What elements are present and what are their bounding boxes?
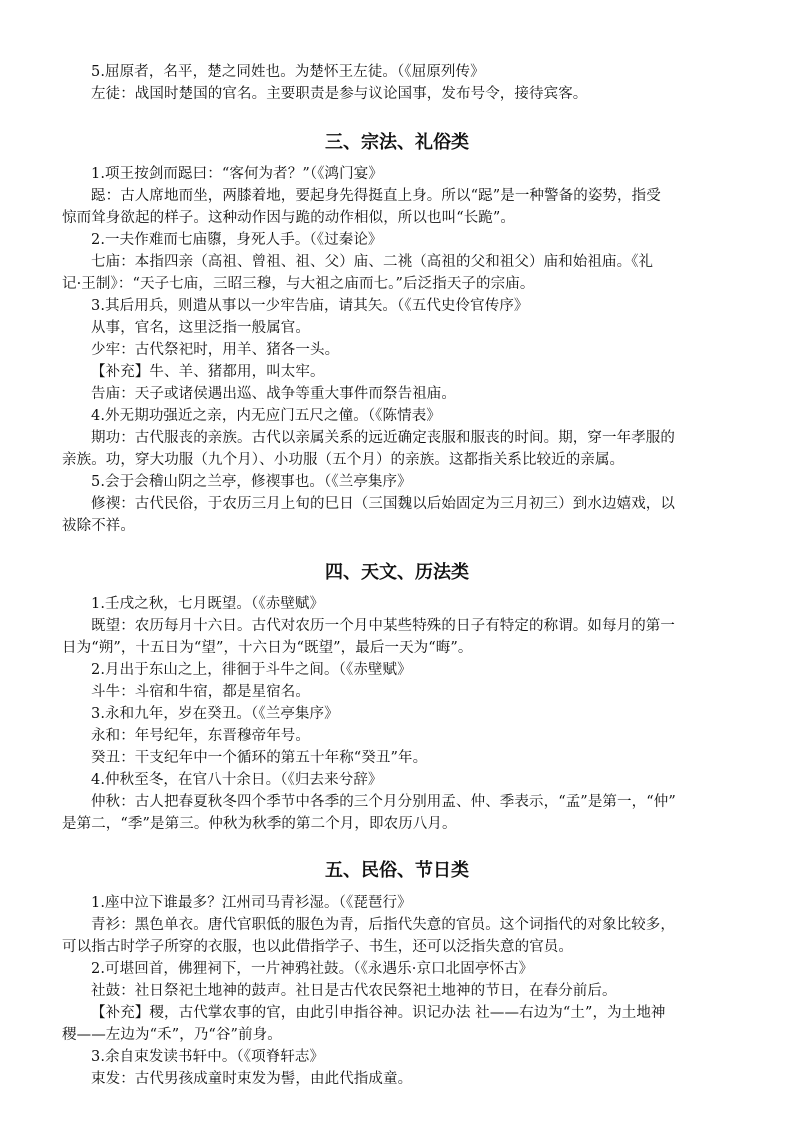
example-sentence: 2.可堪回首，佛狸祠下，一片神鸦社鼓。（《永遇乐·京口北固亭怀古》 [91,961,534,977]
annotation-line: 斗牛：斗宿和牛宿，都是星宿名。 [91,684,310,700]
example-sentence: 5.会于会稽山阴之兰亭，修禊事也。（《兰亭集序》 [91,474,412,490]
example-sentence: 4.外无期功强近之亲，内无应门五尺之僮。（《陈情表》 [91,408,441,424]
annotation-line: 少牢：古代祭祀时，用羊、猪各一头。 [91,342,340,358]
annotation-line: 青衫：黑色单衣。唐代官职低的服色为青，后指代失意的官员。这个词指代的对象比较多， [91,917,675,933]
annotation-line: 癸丑：干支纪年中一个循环的第五十年称“癸丑”年。 [91,750,428,766]
annotation-line: 可以指古时学子所穿的衣服，也以此借指学子、书生，还可以泛指失意的官员。 [62,939,573,955]
annotation-line: 惊而耸身欲起的样子。这种动作因与跪的动作相似，所以也叫“长跪”。 [62,210,516,226]
example-sentence: 1.壬戌之秋，七月既望。（《赤壁赋》 [91,596,325,612]
example-sentence: 4.仲秋至冬，在官八十余日。（《归去来兮辞》 [91,772,383,788]
supplement-line: 稷——左边为“禾”，乃“谷”前身。 [62,1027,282,1043]
annotation-line: 期功：古代服丧的亲族。古代以亲属关系的远近确定丧服和服丧的时间。期，穿一年孝服的 [91,430,675,446]
supplement-line: 【补充】稷，古代掌农事的官，由此引申指谷神。识记办法 社——右边为“土”，为土地神 [91,1005,666,1021]
example-sentence: 5.屈原者，名平，楚之同姓也。为楚怀王左徒。（《屈原列传》 [91,64,485,80]
supplement-line: 【补充】牛、羊、猪都用，叫太牢。 [91,364,325,380]
example-sentence: 1.座中泣下谁最多？江州司马青衫湿。（《琵琶行》 [91,895,412,911]
example-sentence: 3.其后用兵，则遣从事以一少牢告庙，请其矢。（《五代史伶官传序》 [91,298,529,314]
annotation-line: 从事，官名，这里泛指一般属官。 [91,320,310,336]
annotation-line: 七庙：本指四亲（高祖、曾祖、祖、父）庙、二祧（高祖的父和祖父）庙和始祖庙。《礼 [91,254,654,270]
annotation-line: 日为“朔”，十五日为“望”，十六日为“既望”，最后一天为“晦”。 [62,640,473,656]
example-sentence: 3.余自束发读书轩中。（《项脊轩志》 [91,1049,325,1065]
annotation-line: 束发：古代男孩成童时束发为髻，由此代指成童。 [91,1071,413,1087]
annotation-line: 是第二，“季”是第三。仲秋为秋季的第二个月，即农历八月。 [62,816,457,832]
section-heading: 四、天文、历法类 [325,562,469,583]
annotation-line: 永和：年号纪年，东晋穆帝年号。 [91,728,310,744]
annotation-line: 告庙：天子或诸侯遇出巡、战争等重大事件而祭告祖庙。 [91,386,456,402]
annotation-line: 社鼓：社日祭祀土地神的鼓声。社日是古代农民祭祀土地神的节日，在春分前后。 [91,983,617,999]
annotation-line: 亲族。功，穿大功服（九个月）、小功服（五个月）的亲族。这都指关系比较近的亲属。 [62,452,625,468]
example-sentence: 3.永和九年，岁在癸丑。（《兰亭集序》 [91,706,339,722]
example-sentence: 2.一夫作难而七庙隳，身死人手。（《过秦论》 [91,232,383,248]
example-sentence: 2.月出于东山之上，徘徊于斗牛之间。（《赤壁赋》 [91,662,412,678]
annotation-line: 左徒：战国时楚国的官名。主要职责是参与议论国事，发布号令，接待宾客。 [91,86,588,102]
annotation-line: 记·王制》：“天子七庙，三昭三穆，与大祖之庙而七。”后泛指天子的宗庙。 [62,276,535,292]
section-heading: 三、宗法、礼俗类 [325,132,469,153]
annotation-line: 既望：农历每月十六日。古代对农历一个月中某些特殊的日子有特定的称谓。如每月的第一 [91,618,675,634]
section-heading: 五、民俗、节日类 [325,860,469,881]
annotation-line: 跽：古人席地而坐，两膝着地，要起身先得挺直上身。所以“跽”是一种警备的姿势，指受 [91,188,661,204]
annotation-line: 祓除不祥。 [62,518,135,534]
annotation-line: 修禊：古代民俗，于农历三月上旬的巳日（三国魏以后始固定为三月初三）到水边嬉戏，以 [91,496,675,512]
annotation-line: 仲秋：古人把春夏秋冬四个季节中各季的三个月分别用孟、仲、季表示，“孟”是第一，“仲” [91,794,676,810]
example-sentence: 1.项王按剑而跽曰：“客何为者？”（《鸿门宴》 [91,166,383,182]
